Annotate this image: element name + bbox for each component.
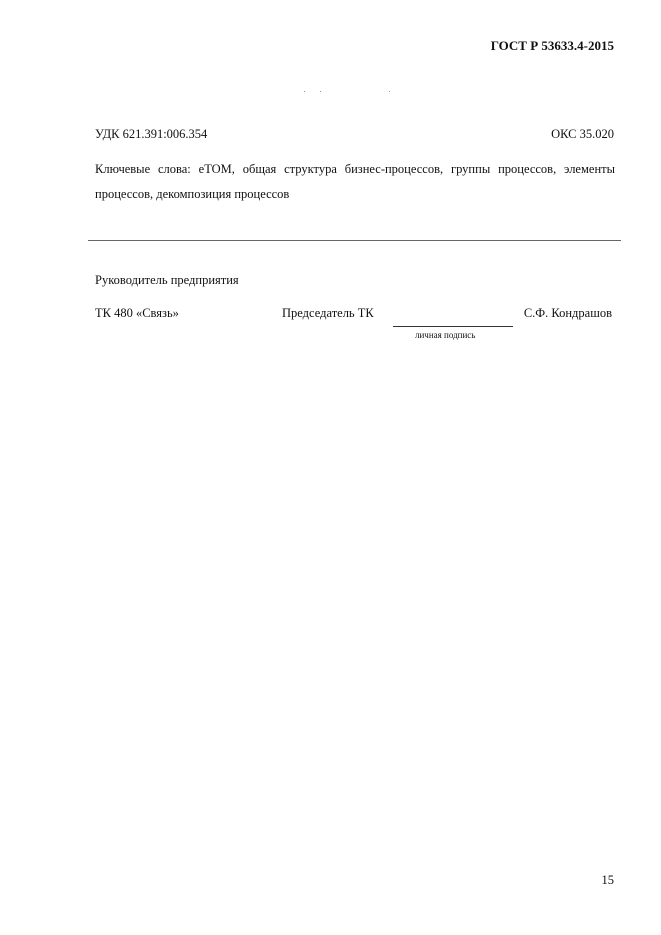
document-code: ГОСТ Р 53633.4-2015	[490, 38, 614, 53]
section-divider	[88, 240, 621, 241]
scan-speck	[389, 91, 390, 92]
scan-speck	[320, 91, 321, 92]
oks-code: ОКС 35.020	[551, 127, 614, 141]
signature-line	[393, 326, 513, 327]
organization-head-title: Руководитель предприятия	[95, 273, 239, 287]
chairman-role: Председатель ТК	[282, 306, 374, 320]
signature-caption: личная подпись	[415, 330, 476, 340]
scan-speck	[304, 91, 305, 92]
page-number: 15	[601, 873, 614, 887]
udk-code: УДК 621.391:006.354	[95, 127, 208, 141]
signer-name: С.Ф. Кондрашов	[523, 306, 612, 320]
keywords-paragraph: Ключевые слова: eTOM, общая структура бизнес-процессов, группы процессов, элементы процессов, декомпозиция процессов	[95, 162, 615, 201]
technical-committee-name: ТК 480 «Связь»	[95, 306, 179, 320]
